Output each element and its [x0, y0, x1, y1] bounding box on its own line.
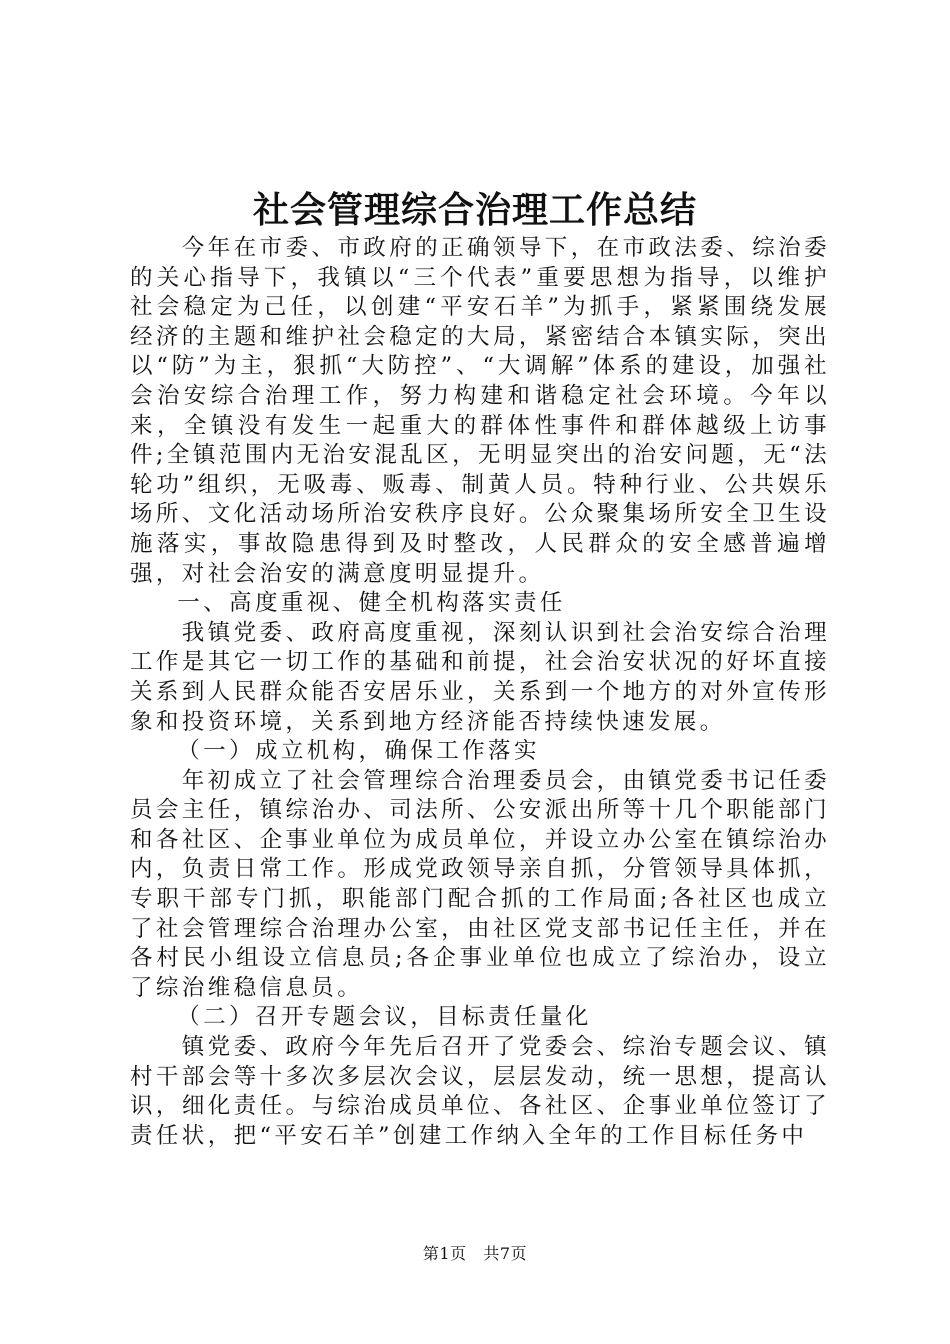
paragraph-intro: 今年在市委、市政府的正确领导下，在市政法委、综治委的关心指导下，我镇以“三个代表”重要思想为指导，以维护社会稳定为己任，以创建“平安石羊”为抓手，紧紧围绕发展经济的主题和维护社会稳定的大局，紧密结合本镇实际，突出以“防”为主，狠抓“大防控”、“大调解”体系的建设，加强社会治安综合治理工作，努力构建和谐稳定社会环境。今年以来，全镇没有发生一起重大的群体性事件和群体越级上访事件;全镇范围内无治安混乱区，无明显突出的治安问题，无“法轮功”组织，无吸毒、贩毒、制黄人员。特种行业、公共娱乐场所、文化活动场所治安秩序良好。公众聚集场所安全卫生设施落实，事故隐患得到及时整改，人民群众的安全感普遍增强，对社会治安的满意度明显提升。	[130, 235, 830, 587]
paragraph-section-1: 我镇党委、政府高度重视，深刻认识到社会治安综合治理工作是其它一切工作的基础和前提，社会治安状况的好坏直接关系到人民群众能否安居乐业，关系到一个地方的对外宣传形象和投资环境，关系到地方经济能否持续快速发展。	[130, 619, 830, 735]
page-total: 共7页	[483, 1244, 528, 1263]
page-footer	[0, 1243, 950, 1265]
footer-separator	[472, 1244, 478, 1263]
subsection-heading-1: （一）成立机构，确保工作落实	[177, 738, 540, 765]
paragraph-subsection-2: 镇党委、政府今年先后召开了党委会、综治专题会议、镇村干部会等十多次多层次会议，层层发动，统一思想，提高认识，细化责任。与综治成员单位、各社区、企事业单位签订了责任状，把“平安石羊”创建工作纳入全年的工作目标任务中	[130, 1034, 830, 1149]
document-title: 社会管理综合治理工作总结	[252, 189, 697, 231]
subsection-heading-2: （二）召开专题会议，目标责任量化	[177, 1004, 592, 1031]
document-body	[130, 234, 830, 1151]
section-heading-1: 一、高度重视、健全机构落实责任	[177, 590, 566, 617]
page-number: 第1页	[422, 1244, 467, 1263]
paragraph-subsection-1: 年初成立了社会管理综合治理委员会，由镇党委书记任委员会主任，镇综治办、司法所、公安派出所等十几个职能部门和各社区、企事业单位为成员单位，并设立办公室在镇综治办内，负责日常工作。形成党政领导亲自抓，分管领导具体抓，专职干部专门抓，职能部门配合抓的工作局面;各社区也成立了社会管理综合治理办公室，由社区党支部书记任主任，并在各村民小组设立信息员;各企事业单位也成立了综治办，设立了综治维稳信息员。	[130, 767, 830, 1001]
